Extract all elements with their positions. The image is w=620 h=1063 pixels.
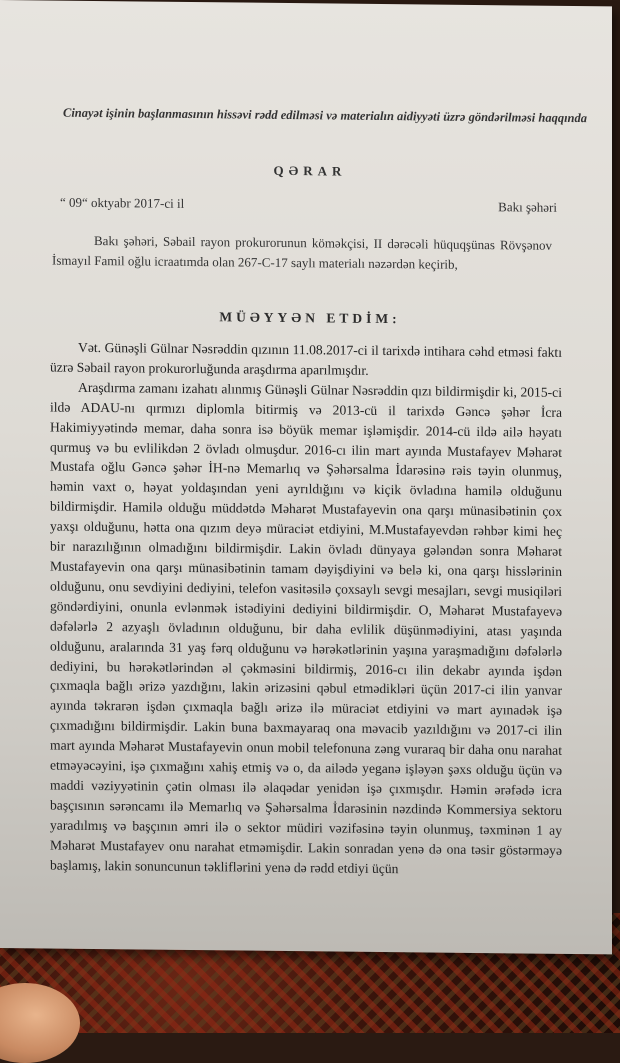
document-date: “ 09“ oktyabr 2017-ci il xyxy=(60,194,185,211)
established-heading: MÜƏYYƏN ETDİM: xyxy=(219,309,401,327)
document-city: Bakı şəhəri xyxy=(498,199,557,215)
decision-heading: QƏRAR xyxy=(273,162,347,179)
body-paragraph-2: Araşdırma zamanı izahatı alınmış Günəşli Gülnar Nəsrəddin qızı bildirmişdir ki, 2015-ci ildə ADAU-nı qırmızı diplomla bitirmiş və 2013-cü il tarixdə Gəncə şəhər İcra Hakimiyyətində memar, daha sonra isə böyük memar işləmişdir. 2014-cü ildə ailə həyatı qurmuş və bu evlilikdən 2 övladı olmuşdur. 2016-cı ilin mart ayında Mustafayev Məharət Mustafa oğlu Gəncə şəhər İH-nə Memarlıq və Şəhərsalma İdarəsinə rəis təyin olunmuş, həmin vaxt o, həyat yoldaşından yeni ayrıldığını və kiçik övladına hamilə olduğunu bildirmişdir. Hamilə olduğu müddətdə Məharət Mustafayevin ona qarşı münasibətinin çox yaxşı olduğunu, hətta ona qızım deyə müraciət etdiyini, M.Mustafayevdən rəhbər kimi heç bir narazılığının olmadığını bildirmişdir. Lakin övladı dünyaya gələndən sonra Məharət Mustafayevin ona qarşı münasibətinin tamam dəyişdiyini və belə ki, ona qarşı hisslərinin olduğunu, onu sevdiyini dediyini, telefon vasitəsilə çoxsaylı sevgi mesajları, sevgi musiqiləri göndərdiyini, onunla evlənmək istədiyini dediyini bildirmişdir. O, Məharət Mustafayevə dəfələrlə 2 azyaşlı övladının olduğunu, bir daha evlilik düşünmədiyini, atası yaşında olduğunu, aralarında 31 yaş fərq olduğunu və hərəkətlərinin yaşına yaraşmadığını dəfələrlə dediyini, bu hərəkətlərindən əl çəkməsini bildirmiş, 2016-cı ilin dekabr ayında işdən çıxmaqla bağlı ərizə yazdığını, lakin ərizəsini qəbul etmədikləri üçün 2017-ci ilin yanvar ayında təkrarən işdən çıxmaqla bağlı ərizə ilə müraciət etdiyini və mart ayınadək işə çıxmadığını bildirmişdir. Lakin buna baxmayaraq ona məvacib yazıldığını və 2017-ci ilin mart ayında Məharət Mustafayevin onun mobil telefonuna zəng vuraraq bir daha onu narahat etməyəcəyini, işə çıxmağını xahiş etmiş və o, da ailədə yeganə işləyən şəxs olduğu üçün və maddi vəziyyətinin çətin olması ilə əlaqədar yenidən işə çıxmışdır. Həmin ərəfədə icra başçısının sərəncamı ilə Memarlıq və Şəhərsalma İdarəsinin nəzdində Kommersiya sektoru yaradılmış və başçının əmri ilə o sektor müdiri vəzifəsinə təyin olunmuş, təxminən 1 ay Məharət Mustafayev onu narahat etməmişdir. Lakin sonradan yenə də ona təsir göstərməyə başlamış, lakin sonuncunun təkliflərini yenə də rədd etdiyi üçün xyxy=(50,379,562,876)
document-title: Cinayət işinin başlanmasının hissəvi rədd edilməsi və materialın aidiyyəti üzrə göndərilməsi haqqında xyxy=(63,105,587,126)
document-body xyxy=(50,338,562,881)
intro-paragraph: Bakı şəhəri, Səbail rayon prokurorunun köməkçisi, II dərəcəli hüquqşünas Rövşənov İsmayıl Famil oğlu icraatımda olan 267-C-17 saylı materialı nəzərdən keçirib, xyxy=(52,232,552,272)
body-paragraph-1: Vət. Günəşli Gülnar Nəsrəddin qızının 11.08.2017-ci il tarixdə intihara cəhd etməsi faktı üzrə Səbail rayon prokurorluğunda araşdırma aparılmışdır. xyxy=(50,339,562,378)
